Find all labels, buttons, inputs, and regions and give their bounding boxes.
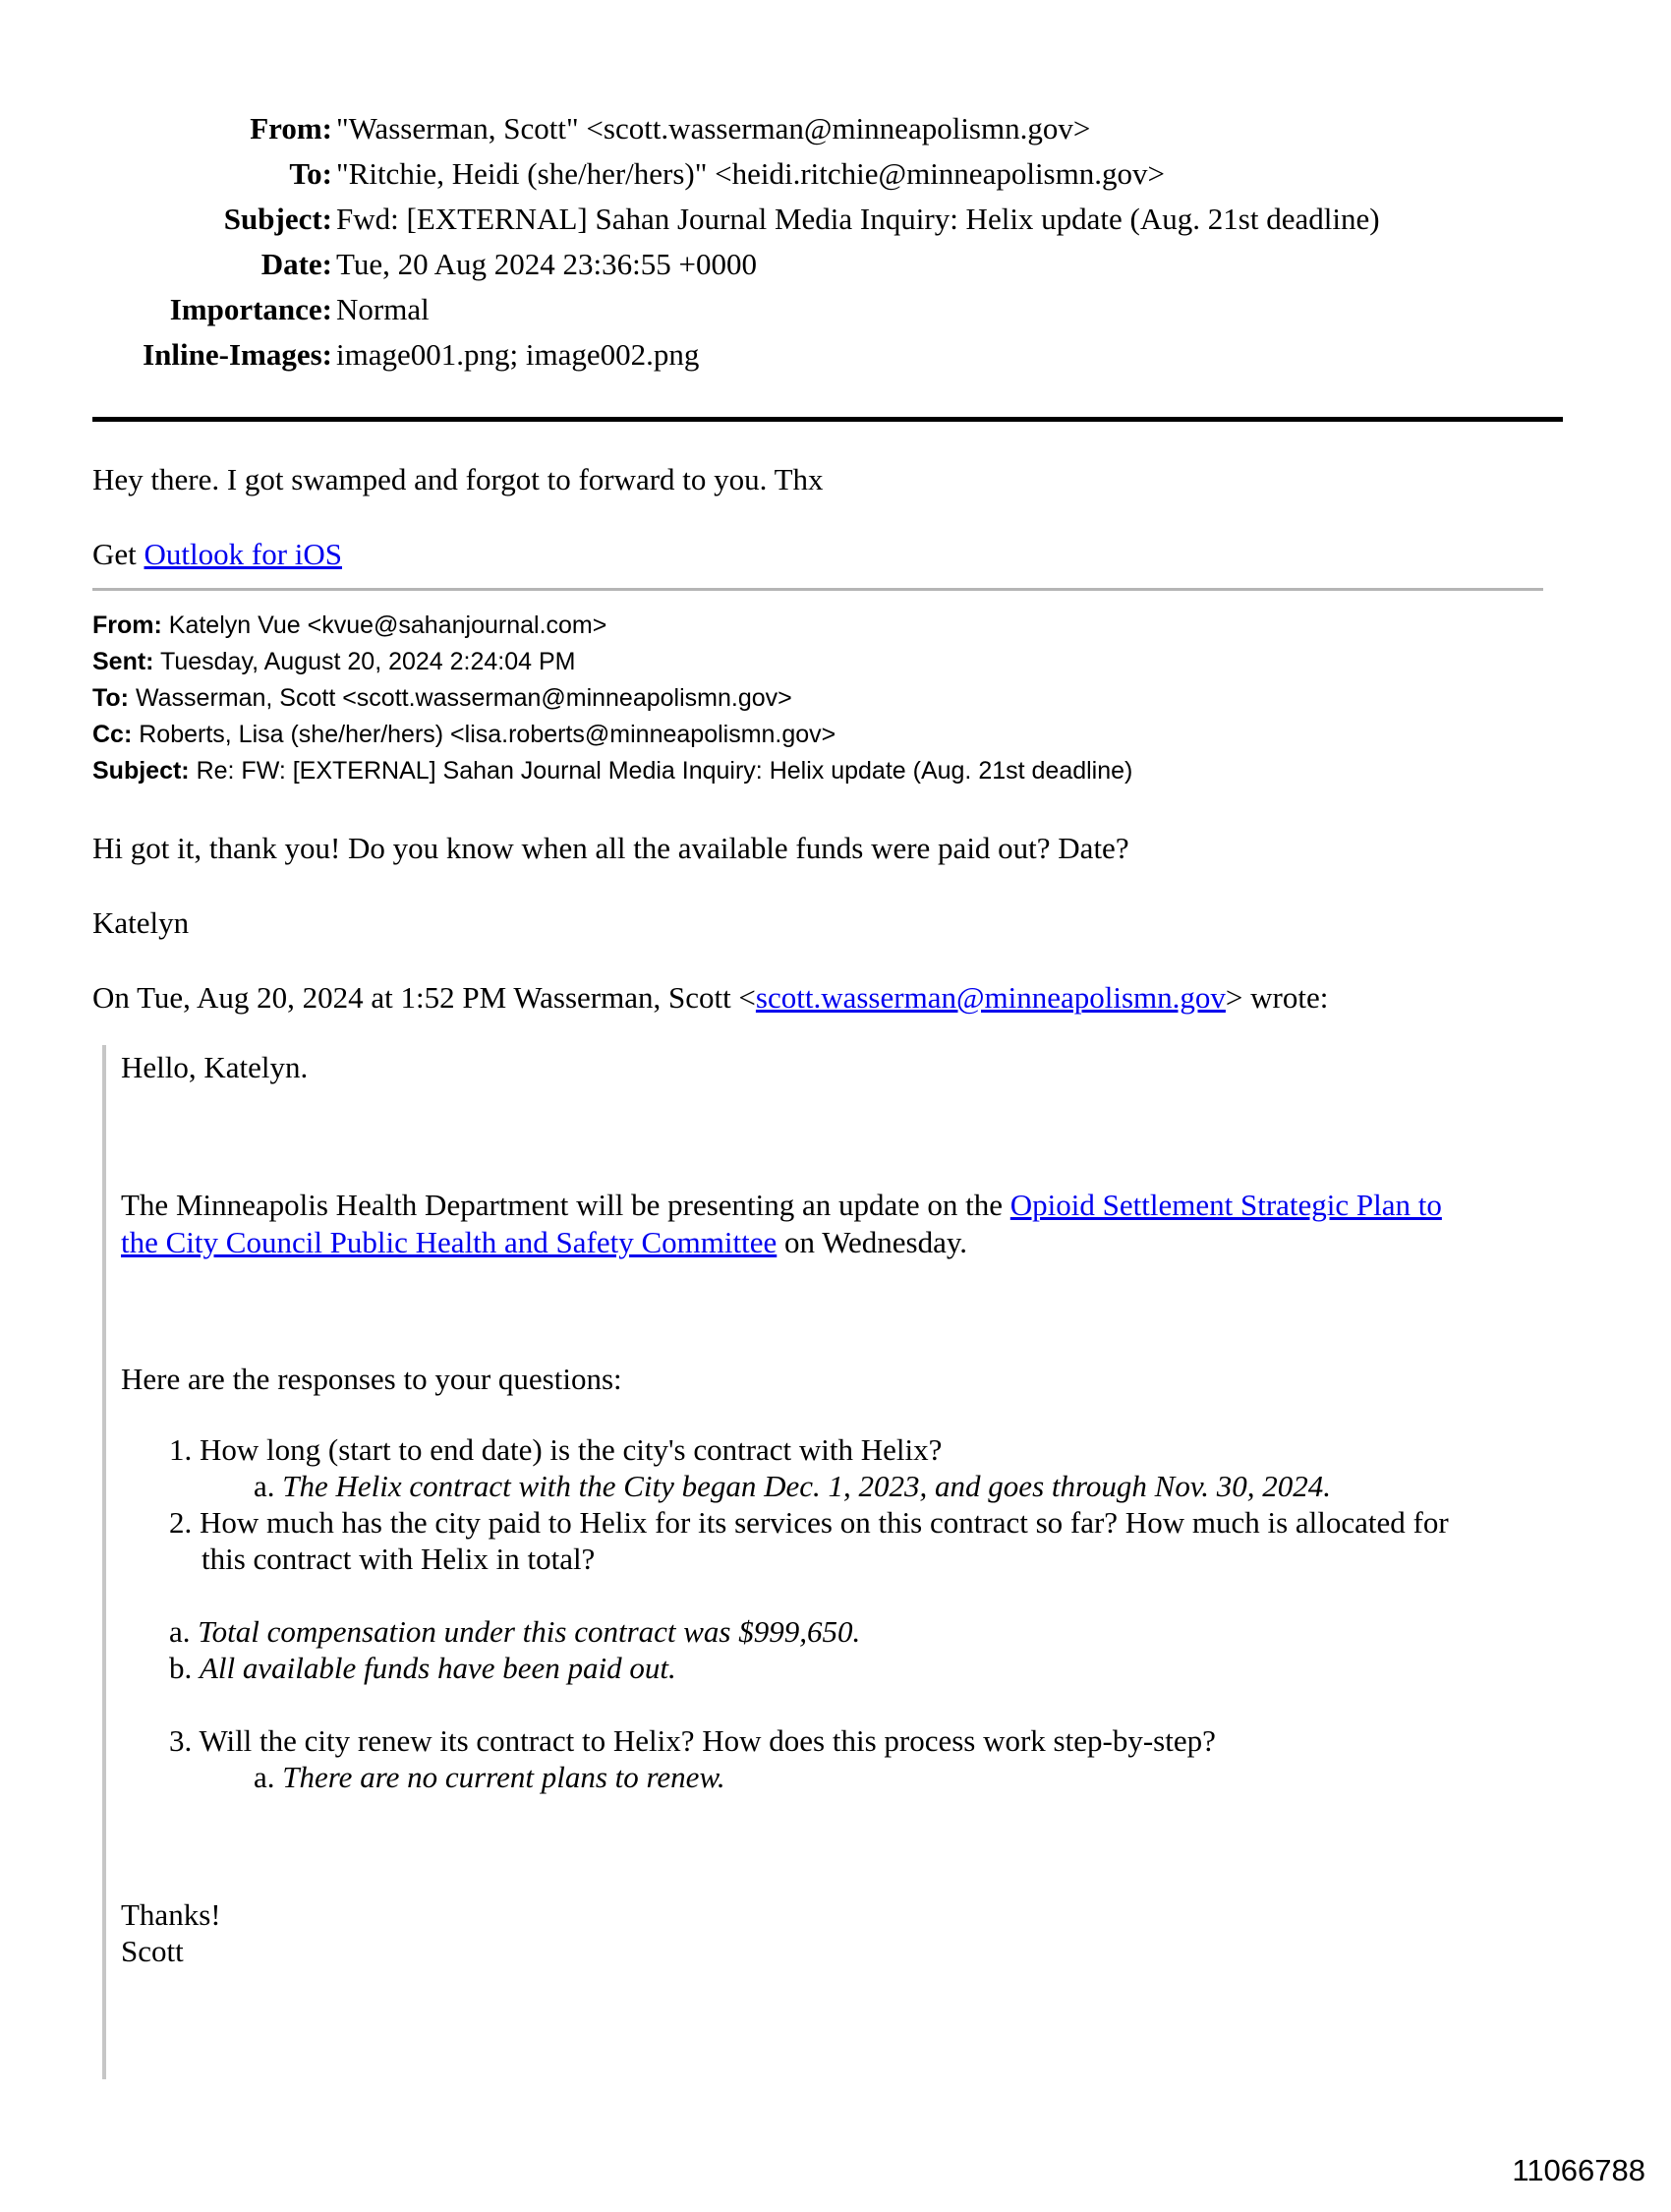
fwd-subject-row bbox=[92, 757, 1132, 786]
answer-2b bbox=[169, 1651, 676, 1686]
header-subject-label: Subject: bbox=[223, 202, 332, 236]
wrote-prefix: On Tue, Aug 20, 2024 at 1:52 PM Wasserman, Scott < bbox=[92, 980, 756, 1015]
header-to-label: To: bbox=[289, 156, 332, 191]
document-number: 11066788 bbox=[1512, 2153, 1645, 2187]
fwd-subject-label: Subject: bbox=[92, 757, 190, 785]
header-importance-value: Normal bbox=[336, 292, 430, 326]
header-inline-images-label: Inline-Images: bbox=[143, 337, 332, 372]
fwd-to-row bbox=[92, 684, 792, 713]
answer-2a-marker: a. bbox=[169, 1614, 199, 1649]
header-date-value: Tue, 20 Aug 2024 23:36:55 +0000 bbox=[336, 247, 757, 281]
opioid-plan-link[interactable]: Opioid Settlement Strategic Plan to bbox=[1009, 1188, 1442, 1222]
fwd-subject-value: Re: FW: [EXTERNAL] Sahan Journal Media Inquiry: Helix update (Aug. 21st deadline) bbox=[196, 757, 1133, 785]
question-3: 3. Will the city renew its contract to Helix? How does this process work step-by-step? bbox=[169, 1723, 1216, 1758]
fwd-to-label: To: bbox=[92, 684, 130, 712]
quoted-para-line2 bbox=[121, 1225, 967, 1260]
fwd-cc-value: Roberts, Lisa (she/her/hers) <lisa.roberts@minneapolismn.gov> bbox=[139, 721, 836, 748]
header-date-label: Date: bbox=[260, 247, 332, 281]
fwd-to-value: Wasserman, Scott <scott.wasserman@minneapolismn.gov> bbox=[135, 684, 792, 712]
quoted-name: Scott bbox=[121, 1934, 184, 1968]
answer-1-marker: a. bbox=[254, 1469, 283, 1503]
header-divider bbox=[92, 417, 1563, 422]
question-2-line1: 2. How much has the city paid to Helix for its services on this contract so far? How much is allocated for bbox=[169, 1505, 1449, 1540]
header-importance-label: Importance: bbox=[169, 292, 332, 326]
wrote-suffix: > wrote: bbox=[1225, 980, 1329, 1015]
answer-1 bbox=[254, 1469, 1331, 1504]
quote-bar bbox=[102, 1045, 106, 2079]
quoted-greeting: Hello, Katelyn. bbox=[121, 1050, 309, 1084]
answer-2a bbox=[169, 1614, 860, 1650]
answer-1-text: The Helix contract with the City began Dec. 1, 2023, and goes through Nov. 30, 2024. bbox=[282, 1469, 1332, 1503]
answer-2b-marker: b. bbox=[169, 1651, 200, 1685]
quoted-para-line1 bbox=[121, 1188, 1442, 1223]
answer-3-marker: a. bbox=[254, 1760, 283, 1794]
answer-3 bbox=[254, 1760, 725, 1795]
fwd-cc-label: Cc: bbox=[92, 721, 133, 748]
question-2-line2: this contract with Helix in total? bbox=[202, 1542, 596, 1576]
fwd-signature: Katelyn bbox=[92, 905, 190, 940]
get-prefix: Get bbox=[92, 537, 144, 571]
fwd-sent-value: Tuesday, August 20, 2024 2:24:04 PM bbox=[160, 648, 576, 675]
answer-2b-text: All available funds have been paid out. bbox=[200, 1651, 676, 1685]
outlook-for-ios-link[interactable]: Outlook for iOS bbox=[144, 537, 343, 571]
forwarded-divider bbox=[92, 588, 1543, 591]
quoted-thanks: Thanks! bbox=[121, 1897, 221, 1932]
header-from-label: From: bbox=[250, 111, 332, 146]
get-outlook-line bbox=[92, 537, 342, 572]
answer-2a-text: Total compensation under this contract was $999,650. bbox=[198, 1614, 861, 1649]
question-1: 1. How long (start to end date) is the city's contract with Helix? bbox=[169, 1432, 943, 1467]
opioid-plan-link-cont[interactable]: the City Council Public Health and Safety Committee bbox=[121, 1225, 778, 1259]
header-to-value: "Ritchie, Heidi (she/her/hers)" <heidi.ritchie@minneapolismn.gov> bbox=[336, 156, 1165, 191]
scott-email-link[interactable]: scott.wasserman@minneapolismn.gov bbox=[755, 980, 1226, 1015]
fwd-sent-row bbox=[92, 648, 576, 676]
fwd-message: Hi got it, thank you! Do you know when all the available funds were paid out? Date? bbox=[92, 831, 1129, 865]
responses-intro: Here are the responses to your questions: bbox=[121, 1362, 622, 1396]
fwd-cc-row bbox=[92, 721, 836, 749]
fwd-from-row bbox=[92, 611, 606, 640]
wrote-line bbox=[92, 980, 1328, 1016]
quoted-para-suffix: on Wednesday. bbox=[777, 1225, 968, 1259]
header-subject-value: Fwd: [EXTERNAL] Sahan Journal Media Inquiry: Helix update (Aug. 21st deadline) bbox=[336, 202, 1380, 236]
header-from-value: "Wasserman, Scott" <scott.wasserman@minneapolismn.gov> bbox=[336, 111, 1091, 146]
intro-text: Hey there. I got swamped and forgot to forward to you. Thx bbox=[92, 462, 824, 496]
quoted-para-prefix: The Minneapolis Health Department will be presenting an update on the bbox=[121, 1188, 1010, 1222]
fwd-sent-label: Sent: bbox=[92, 648, 154, 675]
answer-3-text: There are no current plans to renew. bbox=[282, 1760, 725, 1794]
fwd-from-value: Katelyn Vue <kvue@sahanjournal.com> bbox=[168, 611, 607, 639]
fwd-from-label: From: bbox=[92, 611, 162, 639]
header-inline-images-value: image001.png; image002.png bbox=[336, 337, 700, 372]
